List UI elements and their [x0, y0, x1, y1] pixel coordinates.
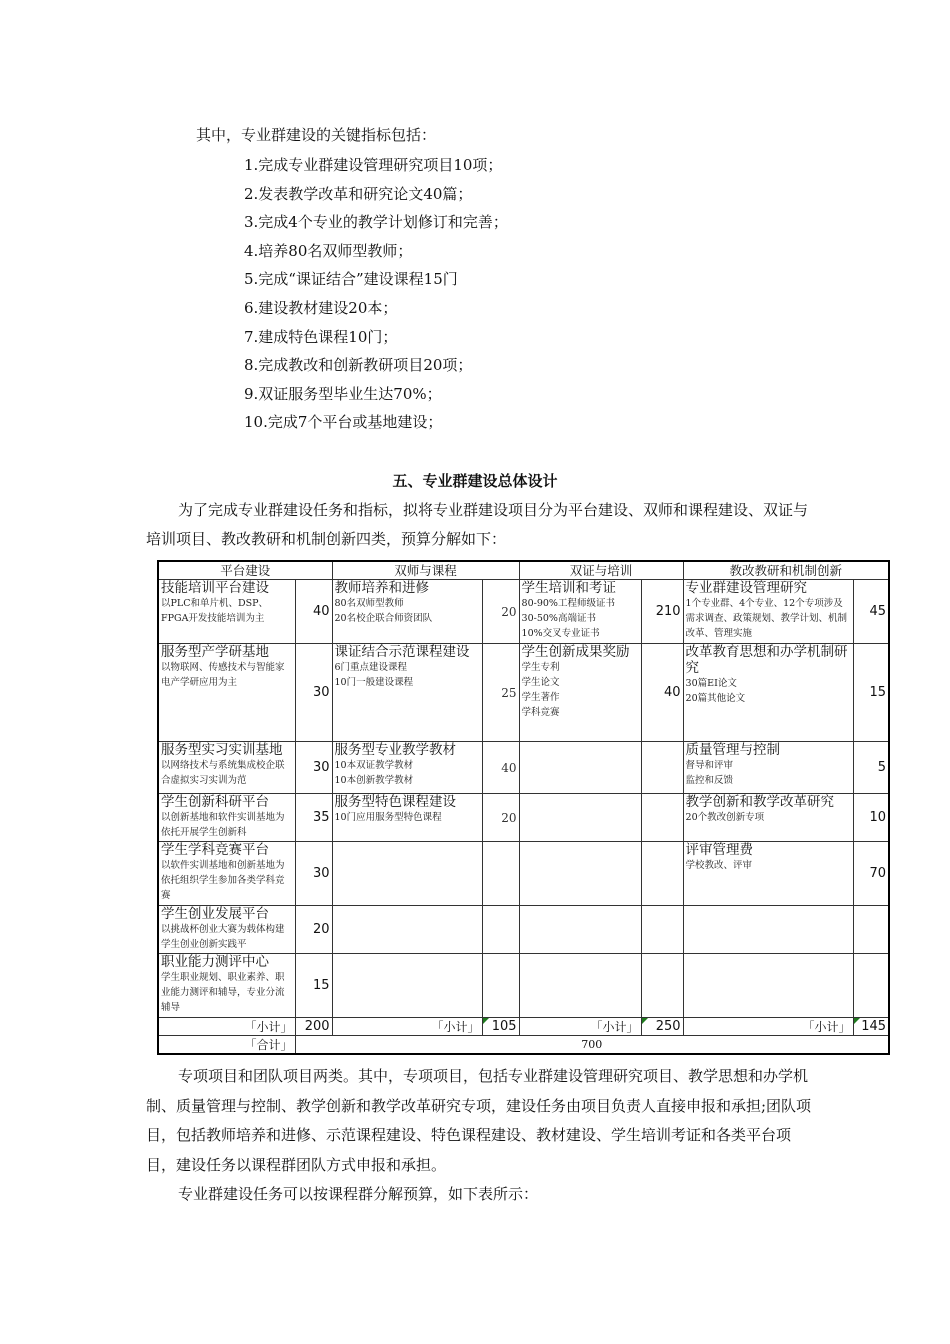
item-name: 评审管理费	[685, 842, 754, 858]
table-row	[158, 906, 889, 954]
item-name: 服务型专业教学教材	[334, 742, 457, 758]
item-amount	[482, 906, 519, 954]
item-amount: 70	[853, 842, 889, 906]
item-cell	[683, 580, 853, 644]
item-cell	[158, 644, 295, 742]
item-description: 以网络技术与系统集成校企联合虚拟实习实训为范	[161, 760, 285, 786]
item-cell	[332, 644, 482, 742]
item-cell	[158, 742, 295, 794]
item-description: 学校教改、评审	[685, 860, 753, 871]
item-cell	[683, 954, 853, 1018]
budget-table	[157, 560, 890, 1055]
item-amount: 45	[853, 580, 889, 644]
item-description: 10门应用服务型特色课程	[334, 812, 442, 823]
subtotal-row	[158, 1018, 889, 1036]
item-amount: 5	[853, 742, 889, 794]
paragraph-course-group: 专业群建设任务可以按课程群分解预算，如下表所示：	[178, 1185, 539, 1203]
item-description: 以创新基地和软件实训基地为依托开展学生创新科	[161, 812, 285, 838]
item-description: 10本双证教学教材 10本创新教学教材	[334, 760, 414, 786]
item-amount	[482, 954, 519, 1018]
item-cell	[519, 954, 641, 1018]
item-amount: 25	[482, 644, 519, 742]
table-row	[158, 954, 889, 1018]
subtotal-value: 200	[295, 1018, 332, 1036]
item-cell	[332, 742, 482, 794]
item-amount: 30	[295, 842, 332, 906]
item-description: 以软件实训基地和创新基地为依托组织学生参加各类学科竞赛	[161, 860, 285, 901]
item-cell	[519, 842, 641, 906]
item-cell	[332, 794, 482, 842]
subtotal-label: 「小计」	[158, 1018, 295, 1036]
item-name: 改革教育思想和办学机制研究	[685, 644, 848, 676]
list-item: 6.建设教材建设20本；	[244, 298, 398, 317]
item-amount	[641, 794, 683, 842]
list-item: 3.完成4个专业的教学计划修订和完善；	[244, 213, 508, 232]
list-item: 8.完成教改和创新教研项目20项；	[244, 356, 473, 375]
paragraph-budget-intro: 为了完成专业群建设任务和指标，拟将专业群建设项目分为平台建设、双师和课程建设、双证与培训项目、教改教研和机制创新四类，预算分解如下：	[146, 501, 809, 548]
item-cell	[683, 644, 853, 742]
item-amount: 15	[853, 644, 889, 742]
list-item: 2.发表教学改革和研究论文40篇；	[244, 184, 473, 203]
item-cell	[519, 580, 641, 644]
item-amount	[641, 906, 683, 954]
item-amount: 40	[295, 580, 332, 644]
total-row	[158, 1036, 889, 1055]
total-value: 700	[295, 1036, 889, 1055]
item-amount: 20	[482, 580, 519, 644]
item-cell	[683, 906, 853, 954]
item-description: 20个教改创新专项	[685, 812, 765, 823]
item-amount: 40	[641, 644, 683, 742]
total-label: 「合计」	[158, 1036, 295, 1055]
item-description: 30篇EI论文 20篇其他论文	[685, 678, 746, 704]
item-cell	[332, 954, 482, 1018]
intro-text: 其中，专业群建设的关键指标包括：	[196, 126, 437, 144]
item-cell	[683, 794, 853, 842]
item-name: 职业能力测评中心	[161, 954, 269, 970]
list-item: 10.完成7个平台或基地建设；	[244, 413, 443, 432]
subtotal-label: 「小计」	[519, 1018, 641, 1036]
list-item: 4.培养80名双师型教师；	[244, 241, 413, 260]
item-cell	[683, 742, 853, 794]
item-cell	[158, 842, 295, 906]
item-cell	[332, 842, 482, 906]
item-description: 以挑战杯创业大赛为载体构建学生创业创新实践平	[161, 924, 285, 950]
item-name: 服务型特色课程建设	[334, 794, 457, 810]
item-amount: 15	[295, 954, 332, 1018]
item-cell	[158, 906, 295, 954]
item-cell	[332, 906, 482, 954]
item-name: 学生培训和考证	[521, 580, 617, 596]
item-cell	[519, 742, 641, 794]
item-cell	[332, 580, 482, 644]
subtotal-value: 145	[853, 1018, 889, 1036]
item-description: 督导和评审 监控和反馈	[685, 760, 734, 786]
header-certificate-training: 双证与培训	[519, 561, 683, 580]
item-description: 80名双师型教师 20名校企联合师资团队	[334, 598, 433, 624]
item-amount	[482, 842, 519, 906]
item-amount: 30	[295, 644, 332, 742]
table-header-row	[158, 561, 889, 580]
item-name: 技能培训平台建设	[161, 580, 269, 596]
item-description: 80-90%工程师级证书 30-50%高端证书 10%交叉专业证书	[521, 598, 615, 639]
table-row	[158, 794, 889, 842]
item-amount: 40	[482, 742, 519, 794]
table-row	[158, 580, 889, 644]
item-amount	[641, 742, 683, 794]
key-indicator-list	[244, 152, 508, 438]
item-description: 1个专业群、4个专业、12个专项涉及需求调查、政策规划、教学计划、机制改革、管理实施	[685, 598, 848, 639]
item-name: 课证结合示范课程建设	[334, 644, 470, 660]
subtotal-value: 105	[482, 1018, 519, 1036]
item-cell	[158, 794, 295, 842]
item-name: 教师培养和进修	[334, 580, 430, 596]
item-amount	[853, 954, 889, 1018]
subtotal-value: 250	[641, 1018, 683, 1036]
item-amount: 20	[295, 906, 332, 954]
item-name: 专业群建设管理研究	[685, 580, 808, 596]
item-cell	[158, 954, 295, 1018]
header-platform: 平台建设	[158, 561, 332, 580]
item-amount: 210	[641, 580, 683, 644]
section-heading: 五、专业群建设总体设计	[392, 472, 558, 490]
paragraph-project-types: 专项项目和团队项目两类。其中，专项项目，包括专业群建设管理研究项目、教学思想和办学机制、质量管理与控制、教学创新和教学改革研究专项，建设任务由项目负责人直接申报和承担;团队项目，包括教师培养和进修、示范课程建设、特色课程建设、教材建设、学生培训考证和各类平台项目，建设任务以课程群团队方式申报和承担。	[146, 1067, 812, 1174]
item-amount	[853, 906, 889, 954]
subtotal-label: 「小计」	[332, 1018, 482, 1036]
list-item: 7.建成特色课程10门；	[244, 327, 398, 346]
item-cell	[683, 842, 853, 906]
item-name: 学生学科竞赛平台	[161, 842, 269, 858]
item-name: 学生创新科研平台	[161, 794, 269, 810]
item-amount	[641, 842, 683, 906]
list-item: 9.双证服务型毕业生达70%；	[244, 384, 442, 403]
header-teachers-courses: 双师与课程	[332, 561, 519, 580]
item-amount	[641, 954, 683, 1018]
item-description: 以物联网、传感技术与智能家电产学研应用为主	[161, 662, 285, 688]
item-description: 6门重点建设课程 10门一般建设课程	[334, 662, 414, 688]
item-name: 学生创新成果奖励	[521, 644, 630, 660]
table-row	[158, 742, 889, 794]
item-amount: 30	[295, 742, 332, 794]
table-row	[158, 644, 889, 742]
item-name: 质量管理与控制	[685, 742, 781, 758]
item-amount: 10	[853, 794, 889, 842]
item-name: 服务型产学研基地	[161, 644, 269, 660]
item-cell	[519, 906, 641, 954]
item-amount: 20	[482, 794, 519, 842]
item-description: 学生职业规划、职业素养、职业能力测评和辅导，专业分流辅导	[161, 972, 285, 1013]
item-cell	[158, 580, 295, 644]
item-description: 学生专利 学生论文 学生著作 学科竞赛	[521, 662, 560, 718]
list-item: 1.完成专业群建设管理研究项目10项；	[244, 156, 503, 174]
item-description: 以PLC和单片机、DSP、FPGA开发技能培训为主	[161, 598, 268, 624]
item-name: 教学创新和教学改革研究	[685, 794, 835, 810]
item-amount: 35	[295, 794, 332, 842]
header-reform-innovation: 教改教研和机制创新	[683, 561, 889, 580]
item-cell	[519, 644, 641, 742]
item-cell	[519, 794, 641, 842]
subtotal-label: 「小计」	[683, 1018, 853, 1036]
item-name: 服务型实习实训基地	[161, 742, 283, 758]
list-item: 5.完成“课证结合”建设课程15门	[244, 270, 458, 289]
table-row	[158, 842, 889, 906]
item-name: 学生创业发展平台	[161, 906, 269, 922]
